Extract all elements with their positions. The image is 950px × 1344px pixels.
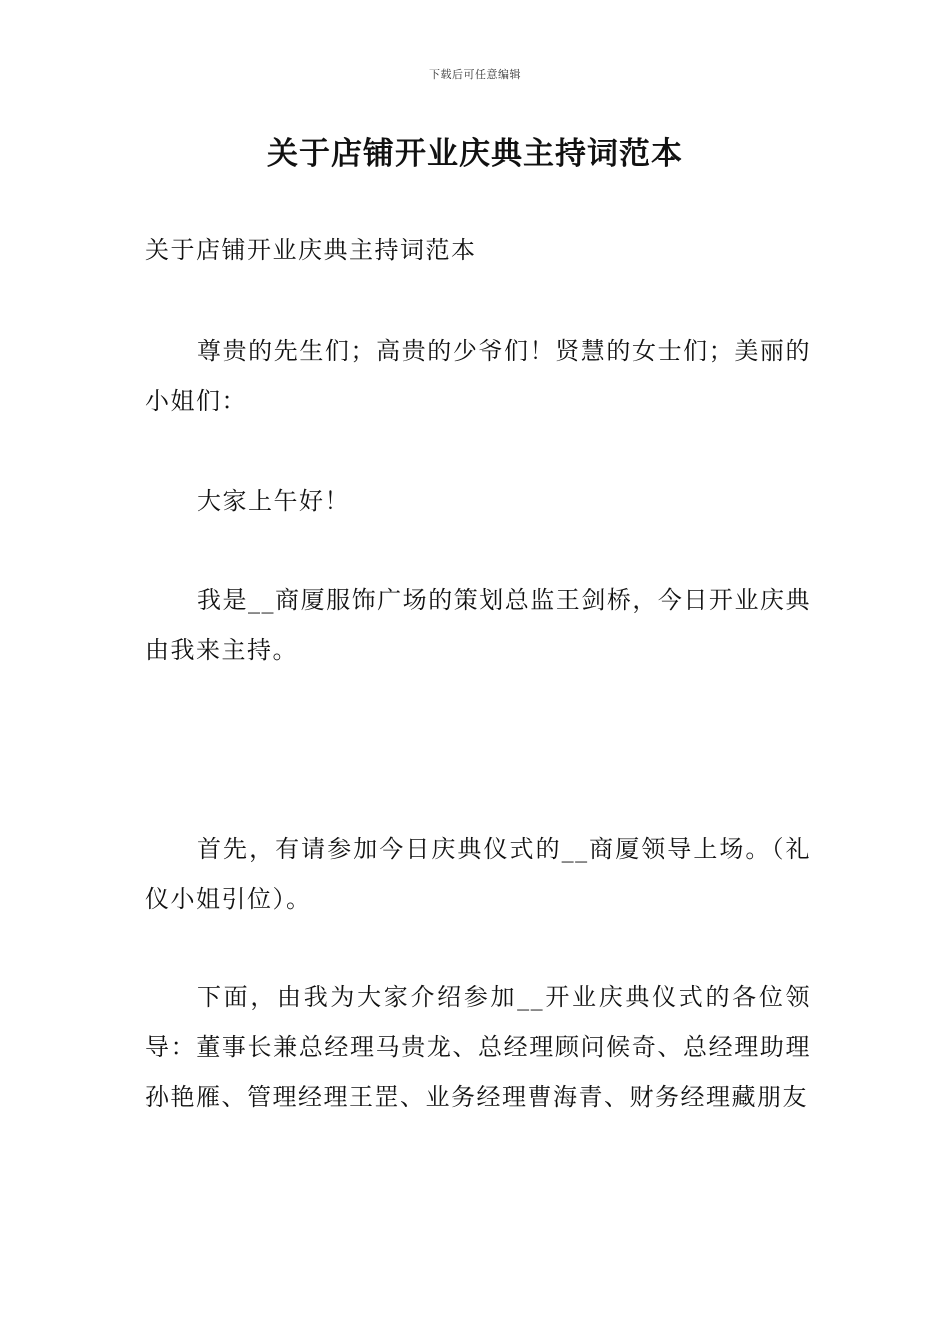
header-note: 下载后可任意编辑 bbox=[429, 68, 521, 81]
intro-paragraph: 我是__商厦服饰广场的策划总监王剑桥，今日开业庆典由我来主持。 bbox=[145, 586, 811, 664]
subtitle-paragraph: 关于店铺开业庆典主持词范本 bbox=[145, 236, 477, 264]
hello-paragraph: 大家上午好！ bbox=[197, 487, 350, 515]
leaders-introduction-paragraph: 下面，由我为大家介绍参加__开业庆典仪式的各位领导：董事长兼总经理马贵龙、总经理顾问候奇、总经理助理孙艳雁、管理经理王罡、业务经理曹海青、财务经理藏朋友 bbox=[145, 983, 811, 1111]
greeting-paragraph: 尊贵的先生们；高贵的少爷们！贤慧的女士们；美丽的小姐们： bbox=[145, 337, 811, 415]
first-guest-paragraph: 首先，有请参加今日庆典仪式的__商厦领导上场。（礼仪小姐引位）。 bbox=[145, 835, 811, 913]
document-title: 关于店铺开业庆典主持词范本 bbox=[267, 136, 683, 172]
